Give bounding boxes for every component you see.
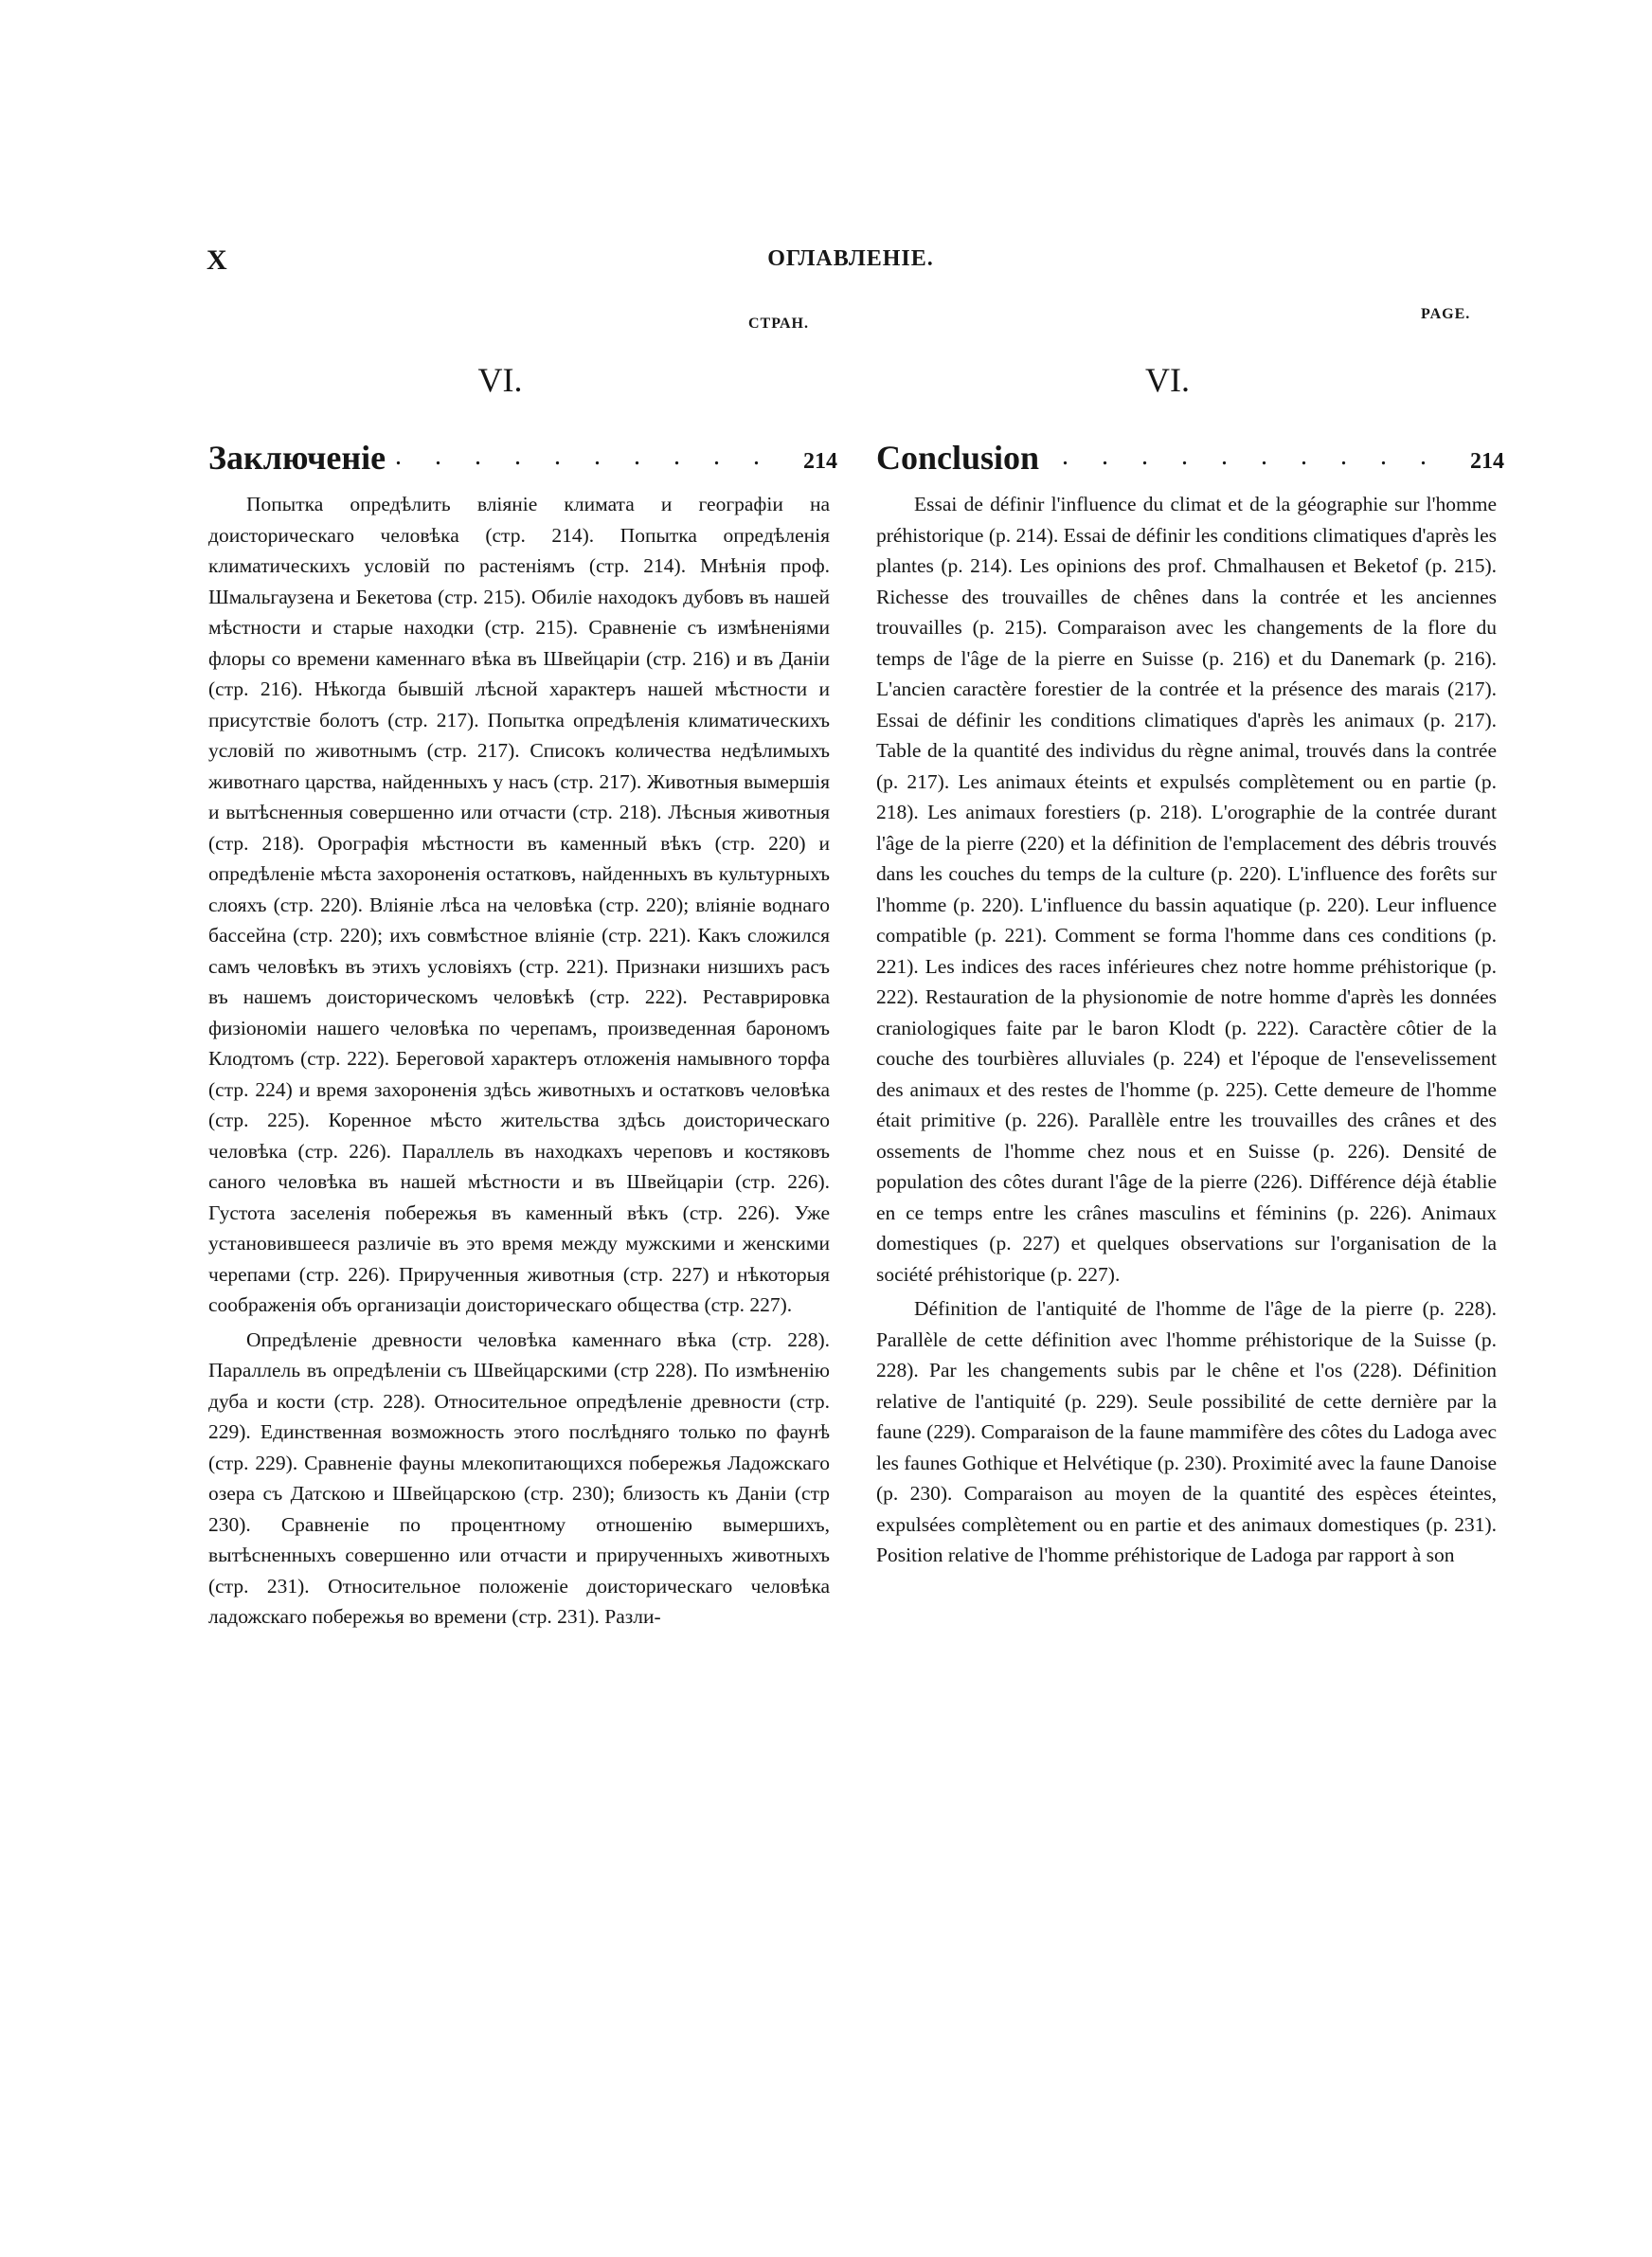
page-number: X <box>206 244 227 276</box>
page-header <box>206 244 1495 282</box>
summary-paragraph: Définition de l'antiquité de l'homme de l'âge de la pierre (p. 228). Parallèle de cette définition avec l'homme préhistorique de la Suisse (p. 228). Par les changements subis par le chêne et l'os (228). Définition relative de l'antiquité (p. 229). Seule possibilité de cette dernière par la faune (229). Comparaison de la faune mammifère des côtes du Ladoga avec les faunes Gothique et Helvétique (p. 230). Proximité avec la faune Danoise (p. 230). Comparaison au moyen de la quantité des espèces éteintes, expulsées complètement ou en partie et des animaux domestiques (p. 231). Position relative de l'homme préhistorique de Ladoga par rapport à son <box>876 1297 1497 1566</box>
summary-paragraph: Essai de définir l'influence du climat et de la géographie sur l'homme préhistorique (p. 214). Essai de définir les conditions climatiques d'après les plantes (p. 214). Les opinions des prof. Chmalhausen et Beketof (p. 215). Richesse des trouvailles de chênes dans la contrée et les anciennes trouvailles (p. 215). Comparaison avec les changements de la flore du temps de l'âge de la pierre en Suisse (p. 216) et du Danemark (p. 216). L'ancien caractère forestier de la contrée et la présence des marais (217). Essai de définir les conditions climatiques d'après les animaux (p. 217). Table de la quantité des individus du règne animal, trouvés dans la contrée (p. 217). Les animaux éteints et expulsés complètement ou en partie (p. 218). Les animaux forestiers (p. 218). L'orographie de la contrée durant l'âge de la pierre (220) et la définition de l'emplacement des débris trouvés dans les couches du temps de la culture (p. 220). L'influence des forêts sur l'homme (p. 220). L'influence du bassin aquatique (p. 220). Leur influence compatible (p. 221). Comment se forma l'homme dans ces conditions (p. 221). Les indices des races inférieures chez notre homme préhistorique (p. 222). Restauration de la physionomie de notre homme d'après les données craniologiques faite par le baron Klodt (p. 222). Caractère côtier de la couche des tourbières alluviales (p. 224) et l'époque de l'ensevelissement des animaux et des restes de l'homme (p. 225). Cette demeure de l'homme était primitive (p. 226). Parallèle entre les trouvailles des crânes et des ossements de l'homme chez nous et en Suisse (p. 226). Densité de population des côtes durant l'âge de la pierre (226). Différence déjà établie en ce temps entre les crânes masculins et féminins (p. 226). Animaux domestiques (p. 227) et quelques observations sur l'organisation de la société préhistorique (p. 227). <box>876 493 1497 1286</box>
summary-paragraph: Опредѣленіе древности человѣка каменнаго вѣка (стр. 228). Параллель въ опредѣленіи съ Швейцарскими (стр 228). По измѣненію дуба и кости (стр. 228). Относительное опредѣленіе древности (стр. 229). Единственная возможность этого послѣдняго только по фаунѣ (стр. 229). Сравненіе фауны млекопитающихся побережья Ладожскаго озера съ Датскою и Швейцарскою (стр. 230); близость къ Даніи (стр 230). Сравненіе по процентному отношенію вымершихъ, вытѣсненныхъ совершенно или отчасти и прирученныхъ животныхъ (стр. 231). Относительное положеніе доисторическаго человѣка ладожскаго побережья во времени (стр. 231). Разли- <box>208 1327 830 1628</box>
right-column-page-label: PAGE. <box>1421 306 1471 322</box>
french-column <box>876 360 1504 1571</box>
leader-dots: . . . . . . . . . . <box>1062 442 1440 471</box>
running-title: ОГЛАВЛЕНІЕ. <box>767 246 934 271</box>
leader-dots: . . . . . . . . . . <box>395 442 773 471</box>
toc-entry <box>876 438 1504 485</box>
summary-paragraph: Попытка опредѣлить вліяніе климата и географіи на доисторическаго человѣка (стр. 214). Попытка опредѣленія климатическихъ условій по растеніямъ (стр. 214). Мнѣнія проф. Шмальгаузена и Бекетова (стр. 215). Обиліе находокъ дубовъ въ нашей мѣстности и старые находки (стр. 215). Сравненіе съ измѣненіями флоры со времени каменнаго вѣка въ Швейцаріи (стр. 216) и въ Даніи (стр. 216). Нѣкогда бывшій лѣсной характеръ нашей мѣстности и присутствіе болотъ (стр. 217). Попытка опредѣленія климатическихъ условій по животнымъ (стр. 217). Списокъ количества недѣлимыхъ животнаго царства, найденныхъ у насъ (стр. 217). Животныя вымершія и вытѣсненныя совершенно или отчасти (стр. 218). Лѣсныя животныя (стр. 218). Орографія мѣстности въ каменный вѣкъ (стр. 220) и опредѣленіе мѣста захороненія остатковъ, найденныхъ въ культурныхъ слояхъ (стр. 220). Вліяніе лѣса на человѣка (стр. 220); вліяніе воднаго бассейна (стр. 220); ихъ совмѣстное вліяніе (стр. 221). Какъ сложился самъ человѣкъ въ этихъ условіяхъ (стр. 221). Признаки низшихъ расъ въ нашемъ доисторическомъ человѣкѣ (стр. 222). Реставрировка физіономіи нашего человѣка по черепамъ, произведенная барономъ Клодтомъ (стр. 222). Береговой характеръ отложенія намывного торфа (стр. 224) и время захороненія здѣсь животныхъ и остатковъ человѣка (стр. 225). Коренное мѣсто жительства здѣсь доисторическаго человѣка (стр. 226). Параллель въ находкахъ череповъ и костяковъ саного человѣка въ нашей мѣстности и въ Швейцаріи (стр. 226). Густота заселенія побережья въ каменный вѣкъ (стр. 226). Уже установившееся различіе въ это время между мужскими и женскими черепами (стр. 226). Прирученныя животныя (стр. 227) и нѣкоторыя соображенія объ организаціи доисторическаго общества (стр. 227). <box>208 493 830 1316</box>
russian-column <box>208 360 837 1633</box>
entry-page: 214 <box>1470 449 1504 474</box>
section-numeral: VI. <box>477 361 523 399</box>
toc-entry <box>208 438 837 485</box>
entry-title: Заключеніе <box>208 438 389 478</box>
entry-page: 214 <box>803 449 837 474</box>
entry-title: Conclusion <box>876 438 1043 478</box>
left-column-page-label: СТРАН. <box>748 316 809 332</box>
section-numeral: VI. <box>1145 361 1190 399</box>
